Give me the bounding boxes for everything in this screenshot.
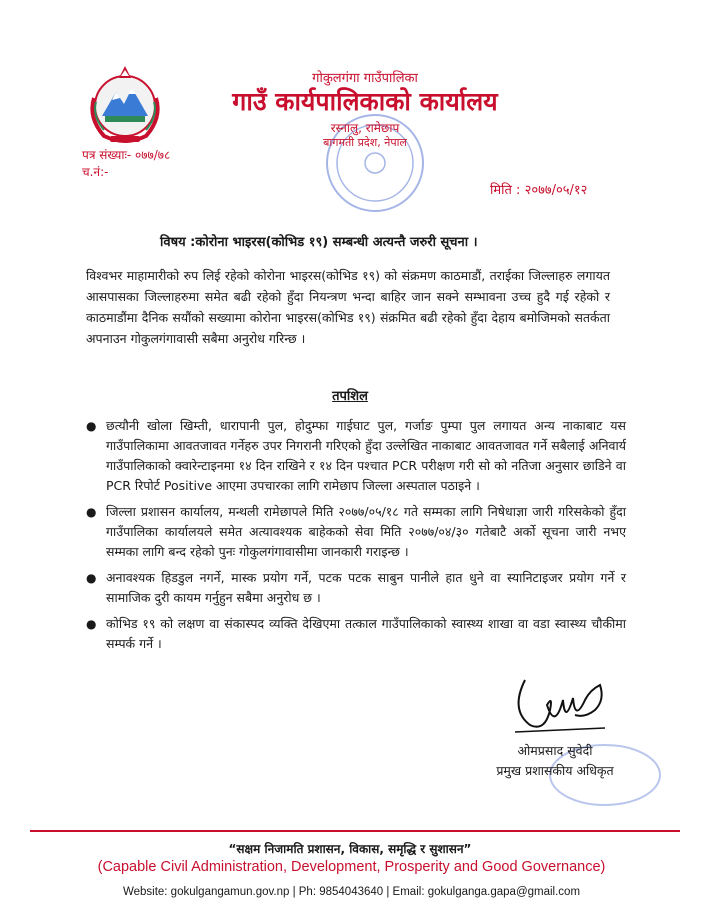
signatory-name: ओमप्रसाद सुवेदी xyxy=(517,743,593,758)
bullet-icon: ● xyxy=(86,617,97,631)
list-item xyxy=(86,502,626,562)
nepal-emblem-icon xyxy=(80,58,170,148)
list-item-text: अनावश्यक हिडडुल नगर्ने, मास्क प्रयोग गर्ने, पटक पटक साबुन पानीले हात धुने वा स्यानिटाइजर प्रयोग गर्ने र सामाजिक दुरी कायम गर्नुहुन सबैमा अनुरोध छ । xyxy=(106,570,626,605)
list-item-text: जिल्ला प्रशासन कार्यालय, मन्थली रामेछापले मिति २०७७/०५/१८ गते सम्मका लागि निषेधाज्ञा जारी गरिसकेको हुँदा गाउँपालिका कार्यालयले समेत अत्यावश्यक बाहेकको सेवा मिति २०७७/०४/३० गतेबाटै अर्को सूचना जारी नभए सम्मका लागि बन्द रहेको पुनः गोकुलगंगावासीमा जानकारी गराइन्छ । xyxy=(106,504,626,559)
motto-nepali: “सक्षम निजामति प्रशासन, विकास, समृद्धि र सुशासन” xyxy=(228,842,472,856)
bullet-icon: ● xyxy=(86,419,97,433)
details-heading: तपशिल xyxy=(332,389,368,404)
list-item xyxy=(86,614,626,654)
signatory-title: प्रमुख प्रशासकीय अधिकृत xyxy=(496,763,614,778)
contact-info: Website: gokulgangamun.gov.np | Ph: 9854043640 | Email: gokulganga.gapa@gmail.com xyxy=(122,886,581,898)
org-name: गोकुलगंगा गाउँपालिका xyxy=(312,71,418,86)
office-title: गाउँ कार्यपालिकाको कार्यालय xyxy=(232,87,498,116)
subject-line: विषय :कोरोना भाइरस(कोभिड १९) सम्बन्धी अत्यन्तै जरुरी सूचना । xyxy=(160,235,478,250)
list-item xyxy=(86,416,626,496)
details-list xyxy=(86,416,626,660)
footer-divider xyxy=(30,830,680,832)
intro-paragraph: विश्वभर माहामारीको रुप लिई रहेको कोरोना भाइरस(कोभिड १९) को संक्रमण काठमाडौं, तराईका जिल्लाहरु लगायत आसपासका जिल्लाहरुमा समेत बढी रहेको हुँदा नियन्त्रण भन्दा बाहिर जान सक्ने सम्भावना उच्च हुदै गई रहेको र काठमाडौंमा दैनिक सयौंको सख्यामा कोरोना भाइरस(कोभिड १९) संक्रमित बढी रहेको हुँदा देहाय बमोजिमको सतर्कता अपनाउन गोकुलगंगावासी सबैमा अनुरोध गरिन्छ । xyxy=(86,268,610,346)
list-item xyxy=(86,568,626,608)
signature-icon xyxy=(505,670,615,740)
letter-date: मिति : २०७७/०५/१२ xyxy=(490,183,588,198)
address-line-2: बागमती प्रदेश, नेपाल xyxy=(323,136,407,149)
bullet-icon: ● xyxy=(86,571,97,585)
list-item-text: कोभिड १९ को लक्षण वा संकास्पद व्यक्ति देखिएमा तत्काल गाउँपालिकाको स्वास्थ्य शाखा वा वडा स्वास्थ्य चौकीमा सम्पर्क गर्ने । xyxy=(106,616,626,651)
reference-number: पत्र संख्याः- ०७७/७८ xyxy=(82,148,171,162)
motto-english: (Capable Civil Administration, Development, Prosperity and Good Governance) xyxy=(97,859,606,875)
dispatch-number: च.नं:- xyxy=(82,165,109,179)
address-line-1: रस्नालु, रामेछाप xyxy=(330,121,400,135)
list-item-text: छत्यौनी खोला खिम्ती, धारापानी पुल, होदुम्फा गाईघाट पुल, गर्जाङ पुम्पा पुल लगायत अन्य नाकाबाट यस गाउँपालिकामा आवतजावत गर्नेहरु उपर निगरानी गरिएको हुँदा उल्लेखित नाकाबाट आवतजावत गर्ने सबैलाई अनिवार्य गाउँपालिकाको क्वारेन्टाइनमा १४ दिन राखिने र १४ दिन पश्चात PCR परीक्षण गरी सो को नतिजा अनुसार छाडिने वा PCR रिपोर्ट Positive आएमा उपचारका लागि रामेछाप जिल्ला अस्पताल पठाइने । xyxy=(106,418,626,493)
bullet-icon: ● xyxy=(86,505,97,519)
